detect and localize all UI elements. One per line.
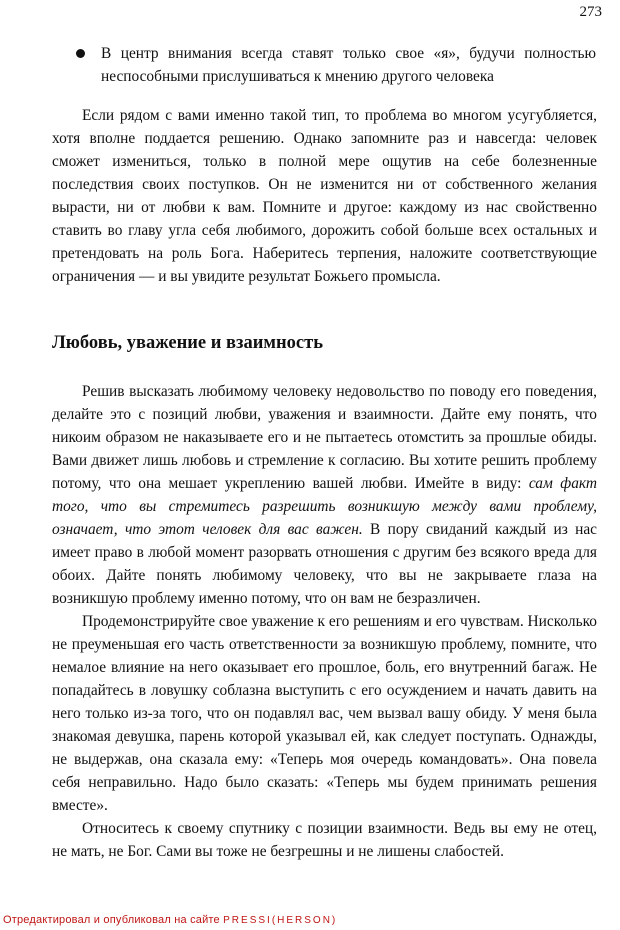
paragraph-1-end: В пору свиданий каждый из нас имеет право в любой момент разорвать отношения с другим без всякого вреда для обоих. Дайте понять любимому человеку, что вы не закрываете глаза на возникшую проблему именно потому, что он вам не безразличен. [52, 521, 597, 607]
section-paragraph-3: Относитесь к своему спутнику с позиции взаимности. Ведь вы ему не отец, не мать, не Бог. Сами вы тоже не безгрешны и не лишены слабостей. [52, 820, 597, 860]
intro-section [52, 104, 597, 288]
footer-site-link[interactable]: PRESSI(HERSON) [223, 915, 338, 926]
intro-paragraph: Если рядом с вами именно такой тип, то проблема во многом усугубляется, хотя вполне поддается решению. Однако запомните раз и навсегда: человек сможет измениться, только в полной мере ощутив на себе болезненные последствия своих поступков. Он не изменится ни от собственного желания вырасти, ни от любви к вам. Помните и другое: каждому из нас свойственно ставить во главу угла себя любимого, дорожить собой больше всех остальных и претендовать на роль Бога. Наберитесь терпения, наложите соответствующие ограничения — и вы увидите результат Божьего промысла. [52, 107, 597, 285]
paragraph-1-start: Решив высказать любимому человеку недовольство по поводу его поведения, делайте это с позиций любви, уважения и взаимности. Дайте ему понять, что никоим образом не наказываете его и не пытаетесь отомстить за прошлые обиды. Вами движет лишь любовь и стремление к согласию. Вы хотите решить проблему потому, что она мешает укреплению вашей любви. Имейте в виду: [52, 383, 597, 492]
bullet-dot-icon [76, 49, 85, 58]
bullet-item [76, 42, 596, 88]
section-paragraph-2: Продемонстрируйте свое уважение к его решениям и его чувствам. Нисколько не преуменьшая его часть ответственности за возникшую проблему, помните, что немалое влияние на него оказывает его прошлое, боль, его внутренний багаж. Не попадайтесь в ловушку соблазна выступить с его осуждением и начать давить на него только из-за того, что он подавлял вас, чем вызвал вашу обиду. У меня была знакомая девушка, парень которой указывал ей, как следует поступать. Однажды, не выдержав, она сказала ему: «Теперь моя очередь командовать». Она повела себя неправильно. Надо было сказать: «Теперь мы будем принимать решения вместе». [52, 613, 597, 814]
section-paragraph-1 [52, 380, 597, 610]
page-number: 273 [579, 4, 602, 20]
footer-credit [3, 914, 337, 926]
footer-prefix: Отредактировал и опубликовал на сайте [3, 914, 220, 926]
bullet-text: В центр внимания всегда ставят только свое «я», будучи полностью неспособными прислушиваться к мнению другого человека [101, 45, 596, 85]
section-heading: Любовь, уважение и взаимность [52, 333, 323, 353]
paragraph-1-italic: сам факт того, что вы стремитесь разрешить возникшую между вами проблему, означает, что этот человек для вас важен. [52, 475, 598, 538]
section-body [52, 380, 597, 863]
